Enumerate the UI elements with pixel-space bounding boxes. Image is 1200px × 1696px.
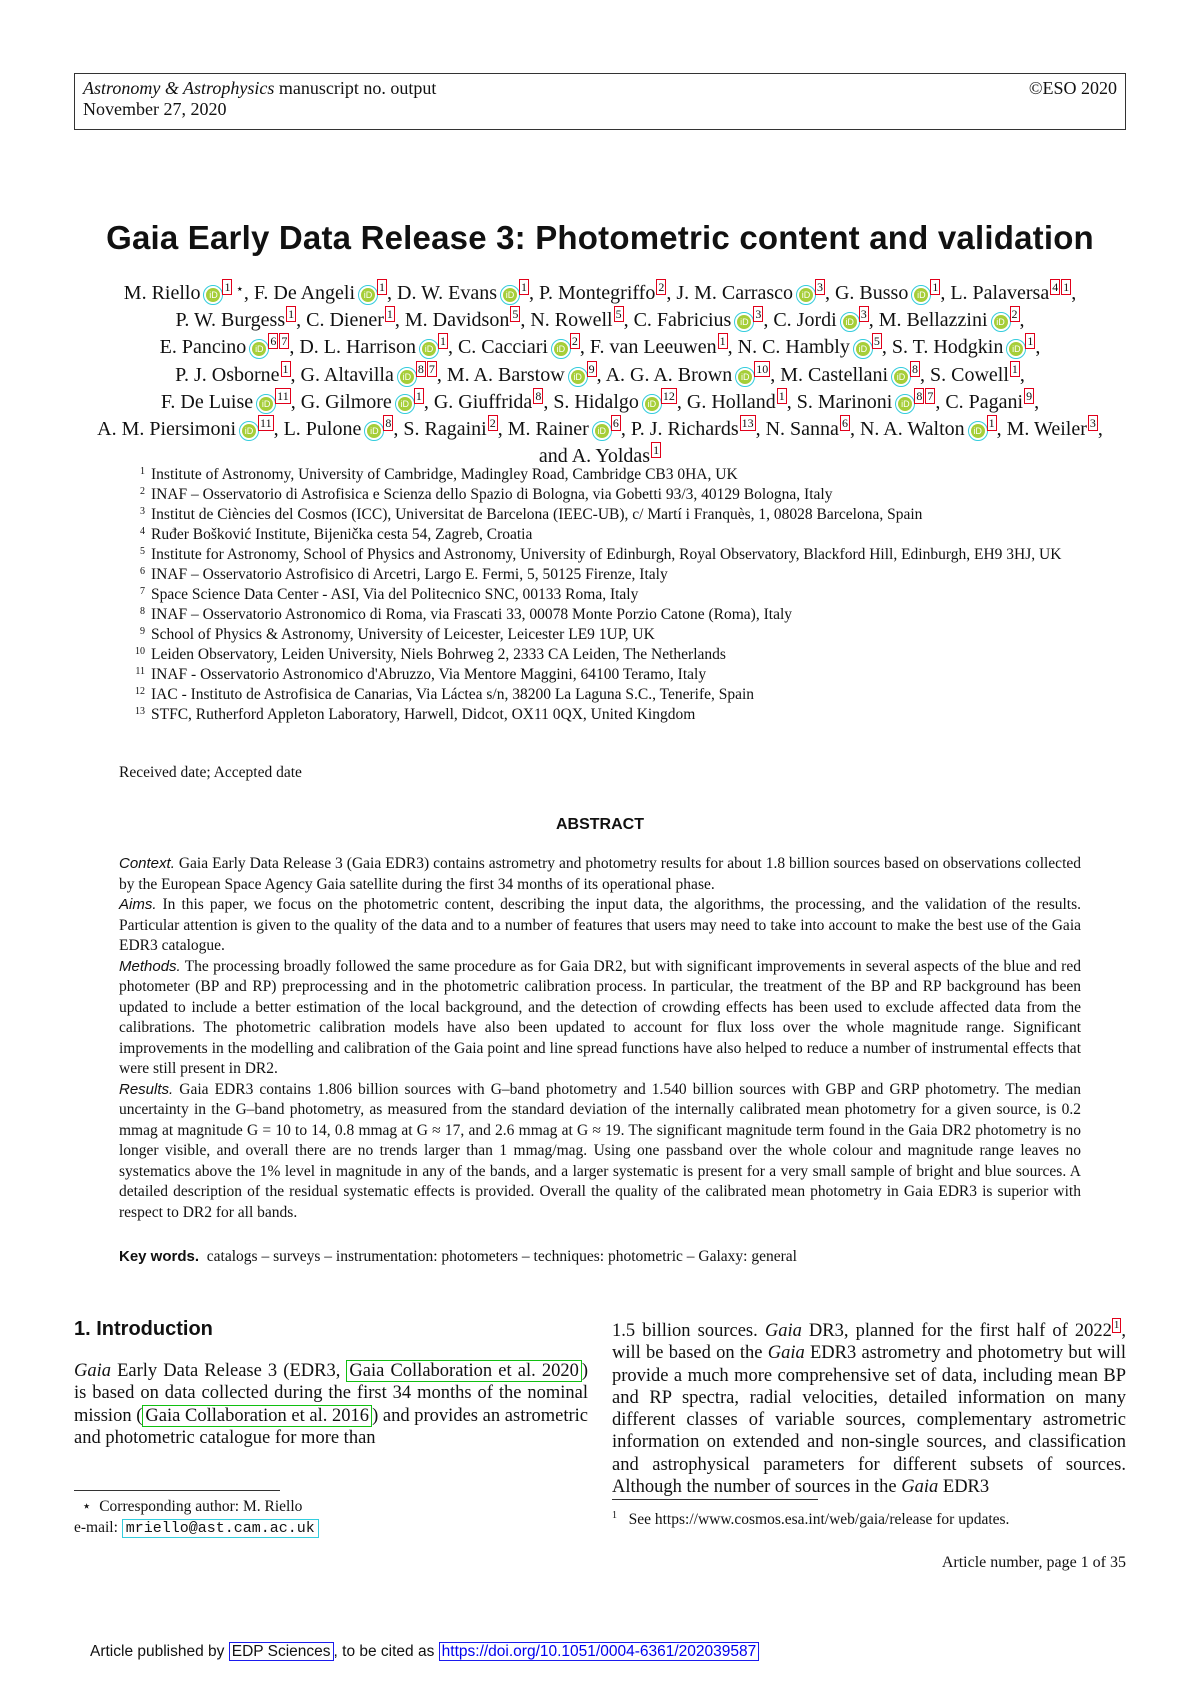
affiliation-link[interactable]: 6 <box>612 416 619 431</box>
page-number: Article number, page 1 of 35 <box>941 1554 1126 1571</box>
affiliation-link[interactable]: 1 <box>778 388 785 403</box>
affiliation-item <box>126 625 1086 645</box>
affiliation-link[interactable]: 2 <box>571 334 578 349</box>
email-label: e-mail: <box>74 1519 118 1536</box>
abstract-aims <box>119 895 1081 957</box>
affiliation-link[interactable]: 10 <box>756 361 769 376</box>
affiliation-link[interactable]: 2 <box>658 280 665 294</box>
author <box>631 418 756 440</box>
author <box>175 309 296 331</box>
orcid-icon[interactable]: iD <box>503 288 517 302</box>
author-name: A. Yoldas <box>571 445 651 468</box>
orcid-icon[interactable]: iD <box>554 342 568 356</box>
affiliation-link[interactable]: 8 <box>385 416 392 431</box>
orcid-icon[interactable]: iD <box>252 342 266 356</box>
footnote-text: See https://www.cosmos.esa.int/web/gaia/release for updates. <box>628 1511 1010 1529</box>
star-icon: ⋆ <box>81 1498 92 1515</box>
keywords-text: catalogs – surveys – instrumentation: photometers – techniques: photometric – Galaxy: general <box>206 1248 797 1265</box>
affiliation-link[interactable]: 1 <box>521 280 528 294</box>
aims-text: In this paper, we focus on the photometric content, describing the input data, the algorithms, the processing, and the validation of the results. Particular attention is given to the quality of the data and to a number of features that users may need to take into account to make the best use of the Gaia EDR3 catalogue. <box>119 896 1082 954</box>
author-name: C. Pagani <box>945 390 1024 413</box>
affiliation-item <box>126 485 1086 505</box>
affiliation-number: 10 <box>135 646 145 657</box>
author-name: E. Pancino <box>159 336 247 359</box>
author-line: P. J. Osborne 1 , G. Altavilla iD8 7 , M. A. Barstow iD9 , A. G. A. Brown iD10 , M. Castellani iD8 , S. Cowell 1 , <box>175 361 1025 386</box>
affiliation-number: 9 <box>140 626 145 637</box>
affiliation-link[interactable]: 9 <box>588 361 595 376</box>
footnote-rule <box>74 1490 280 1491</box>
affiliation-item <box>126 585 1086 605</box>
affiliation-link[interactable]: 2 <box>489 416 496 431</box>
abstract-results <box>119 1080 1081 1224</box>
affiliation-link[interactable]: 8 <box>417 361 424 376</box>
author-line: M. Riello iD1 ⋆, F. De Angeli iD1 , D. W. Evans iD1 , P. Montegriffo 2 , J. M. Carrasco iD3 , G. Busso iD1 , L. Palaversa 4 1 , <box>123 280 1077 304</box>
author-name: A. M. Piersimoni <box>97 418 237 441</box>
author <box>300 388 424 413</box>
author-name: M. Rainer <box>507 418 589 441</box>
author <box>97 418 273 440</box>
affiliation-text: Institute of Astronomy, University of Cambridge, Madingley Road, Cambridge CB3 0HA, UK <box>151 466 738 483</box>
context-label: Context. <box>119 855 175 872</box>
intro-right-column <box>612 1318 1126 1498</box>
affiliation-link[interactable]: 1 <box>1027 334 1034 349</box>
affiliation-link[interactable]: 8 <box>912 361 918 376</box>
author-name: N. Rowell <box>530 309 613 332</box>
author <box>780 361 920 386</box>
author <box>405 309 520 331</box>
affiliation-link[interactable]: 3 <box>860 307 867 322</box>
affiliation-link[interactable]: 13 <box>741 416 754 431</box>
author <box>508 418 621 440</box>
gaia-italic: Gaia <box>74 1361 111 1381</box>
affiliation-link[interactable]: 1 <box>988 416 995 431</box>
affiliation-number: 6 <box>140 566 145 577</box>
author <box>553 388 677 413</box>
orcid-icon[interactable]: iD <box>645 397 659 411</box>
and-word: and <box>538 445 572 468</box>
section-heading-introduction: 1. Introduction <box>74 1318 213 1340</box>
orcid-icon[interactable]: iD <box>971 424 985 438</box>
orcid-icon[interactable]: iD <box>571 370 585 384</box>
affiliation-item <box>126 685 1086 705</box>
author <box>433 388 544 413</box>
author-name: M. Davidson <box>404 309 510 332</box>
abstract-heading: ABSTRACT <box>556 816 644 833</box>
author-name: M. Bellazzini <box>878 309 988 332</box>
affiliation-link[interactable]: 11 <box>277 388 289 403</box>
author <box>945 388 1034 413</box>
orcid-icon[interactable]: iD <box>595 424 609 438</box>
manuscript-header <box>74 73 1126 130</box>
affiliation-link[interactable]: 7 <box>281 334 288 349</box>
gaia-italic: Gaia <box>767 1343 805 1364</box>
affiliation-text: INAF – Osservatorio Astronomico di Roma, via Frascati 33, 00078 Monte Porzio Catone (Roma), Italy <box>151 606 793 623</box>
intro-right-text-5: EDR3 <box>938 1477 990 1498</box>
affiliation-list <box>126 465 1086 725</box>
affiliation-text: Institut de Ciències del Cosmos (ICC), Universitat de Barcelona (IEEC-UB), c/ Martí i Franquès, 1, 08028 Barcelona, Spain <box>151 506 923 523</box>
affiliation-number: 2 <box>140 486 145 497</box>
author <box>254 282 387 304</box>
author <box>879 309 1020 331</box>
footnote-rule <box>612 1499 818 1500</box>
author <box>605 361 771 386</box>
publisher-line <box>90 1643 759 1661</box>
affiliation-item <box>126 705 1086 725</box>
affiliation-link[interactable]: 1 <box>415 388 422 403</box>
author <box>539 445 661 467</box>
affiliation-link[interactable]: 3 <box>755 307 762 322</box>
orcid-icon[interactable]: iD <box>242 424 256 438</box>
abstract-methods <box>119 957 1081 1080</box>
corresponding-author-footnote <box>74 1496 319 1539</box>
author <box>446 361 597 386</box>
orcid-icon[interactable]: iD <box>1009 342 1023 356</box>
intro-left-column <box>74 1360 588 1449</box>
author-line: P. W. Burgess 1 , C. Diener 1 , M. Davidson 5 , N. Rowell 5 , C. Fabricius iD3 , C. Jordi iD3 , M. Bellazzini iD2 , <box>175 307 1025 332</box>
orcid-icon[interactable]: iD <box>738 370 752 384</box>
author-name: N. C. Hambly <box>737 336 850 359</box>
affiliation-number: 3 <box>140 506 145 517</box>
orcid-icon[interactable]: iD <box>799 288 813 302</box>
affiliation-number: 12 <box>135 686 145 697</box>
affiliation-item <box>126 545 1086 565</box>
author-name: S. Marinoni <box>796 390 893 413</box>
author-line: A. M. Piersimoni iD11 , L. Pulone iD8 , S. Ragaini 2 , M. Rainer iD6 , P. J. Richards 13 , N. Sanna 6 , N. A. Walton iD1 , M. Weiler 3 , and A. Yoldas 1 <box>97 416 1103 468</box>
publisher-link[interactable]: EDP Sciences <box>229 1642 334 1661</box>
author-name: G. Giuffrida <box>433 390 533 413</box>
affiliation-link[interactable]: 8 <box>916 388 923 403</box>
author <box>950 282 1071 304</box>
affiliation-link[interactable]: 1 <box>1063 280 1070 294</box>
author <box>590 336 728 358</box>
affiliation-item <box>126 565 1086 585</box>
author-line: F. De Luise iD11 , G. Gilmore iD1 , G. Giuffrida 8 , S. Hidalgo iD12 , G. Holland 1 , S. Marinoni iD8 7 , C. Pagani 9 , <box>160 388 1040 413</box>
affiliation-link[interactable]: 5 <box>873 334 880 349</box>
author-name: M. A. Barstow <box>446 363 565 386</box>
affiliation-link[interactable]: 1 <box>653 443 660 458</box>
keywords <box>119 1248 797 1266</box>
author <box>306 309 395 331</box>
author-name: S. Ragaini <box>403 418 487 441</box>
affiliation-text: Ruđer Bošković Institute, Bijenička cesta 54, Zagreb, Croatia <box>151 526 533 543</box>
author-name: F. De Luise <box>160 390 254 413</box>
affiliation-item <box>126 605 1086 625</box>
affiliation-number: 5 <box>140 546 145 557</box>
affiliation-link[interactable]: 4 <box>1052 280 1059 294</box>
author <box>458 336 580 358</box>
author <box>773 309 868 331</box>
gaia-italic: Gaia <box>764 1321 802 1341</box>
intro-text-1: Early Data Release 3 (EDR3, <box>111 1361 347 1381</box>
orcid-icon[interactable]: iD <box>398 397 412 411</box>
citation-link-2020[interactable]: Gaia Collaboration et al. 2020 <box>346 1360 581 1382</box>
methods-label: Methods. <box>119 957 181 975</box>
author <box>284 418 394 440</box>
author <box>634 309 764 331</box>
orcid-icon[interactable]: iD <box>259 397 273 411</box>
author <box>686 388 787 413</box>
author-name: C. Diener <box>306 309 384 332</box>
affiliation-link[interactable]: 3 <box>1089 416 1096 431</box>
author <box>300 361 437 386</box>
affiliation-item <box>126 665 1086 685</box>
intro-right-text-3: , will be based on the <box>612 1321 1126 1364</box>
author <box>835 282 940 304</box>
affiliation-number: 7 <box>140 586 145 597</box>
orcid-icon[interactable]: iD <box>898 397 912 411</box>
author-line: E. Pancino iD6 7 , D. L. Harrison iD1 , C. Cacciari iD2 , F. van Leeuwen 1 , N. C. Hambly iD5 , S. T. Hodgkin iD1 , <box>159 334 1041 359</box>
intro-text-3: ) and provides an astrometric and photometric catalogue for more than <box>74 1405 588 1448</box>
affiliation-text: Leiden Observatory, Leiden University, Niels Bohrweg 2, 2333 CA Leiden, The Netherlands <box>151 646 726 663</box>
author-name: D. L. Harrison <box>299 336 416 359</box>
received-date: Received date; Accepted date <box>119 764 302 781</box>
author <box>175 361 290 386</box>
affiliation-link[interactable]: 1 <box>379 280 386 294</box>
affiliation-text: INAF – Osservatorio di Astrofisica e Scienza dello Spazio di Bologna, via Gobetti 93/3, 40129 Bologna, Italy <box>151 486 833 503</box>
author <box>676 282 825 304</box>
author <box>738 336 882 358</box>
author <box>160 388 291 413</box>
affiliation-link[interactable]: 12 <box>662 388 675 403</box>
abstract-context <box>119 854 1081 895</box>
affiliation-text: Space Science Data Center - ASI, Via del Politecnico SNC, 00133 Roma, Italy <box>151 586 639 603</box>
copyright: ©ESO 2020 <box>1028 78 1117 98</box>
results-label: Results. <box>119 1080 174 1098</box>
author-name: C. Cacciari <box>457 336 548 359</box>
author-name: J. M. Carrasco <box>676 282 793 304</box>
author <box>1007 418 1098 440</box>
affiliation-link[interactable]: 8 <box>535 388 542 403</box>
affiliation-item <box>126 525 1086 545</box>
author <box>160 336 290 358</box>
author-list <box>70 276 1130 469</box>
author-name: L. Pulone <box>283 418 362 441</box>
author <box>397 282 529 304</box>
affiliation-link[interactable]: 2 <box>1011 307 1018 322</box>
affiliation-item <box>126 505 1086 525</box>
methods-text: The processing broadly followed the same procedure as for Gaia DR2, but with significant improvements in several aspects of the blue and red photometer (BP and RP) preprocessing and in the photometric calibration process. In particular, the treatment of the BP and RP background has been updated to include a better estimation of the local background, and the detection of crowding effects has been used to exclude affected data from the calibrations. The photometric calibration models have also been updated to account for flux loss over the whole magnitude range. Significant improvements in the modelling and calibration of the Gaia point and line spread functions have also helped to reduce a number of instrumental effects that were still present in DR2. <box>119 957 1081 1077</box>
affiliation-link[interactable]: 1 <box>288 307 295 322</box>
author-name: G. Holland <box>686 390 776 413</box>
affiliation-link[interactable]: 7 <box>428 361 435 376</box>
footnote-link-1[interactable]: 1 <box>1113 1319 1120 1331</box>
affiliation-link[interactable]: 3 <box>816 280 823 294</box>
author-name: F. De Angeli <box>253 282 356 304</box>
author <box>930 361 1020 386</box>
affiliation-item <box>126 465 1086 485</box>
affiliation-text: STFC, Rutherford Appleton Laboratory, Harwell, Didcot, OX11 0QX, United Kingdom <box>151 706 696 723</box>
author-name: G. Altavilla <box>300 363 394 386</box>
orcid-icon[interactable]: iD <box>994 315 1008 329</box>
affiliation-number: 8 <box>140 606 145 617</box>
author-name: P. W. Burgess <box>175 309 286 332</box>
author-name: P. J. Richards <box>630 418 739 441</box>
orcid-icon[interactable]: iD <box>856 342 870 356</box>
publisher-middle: , to be cited as <box>333 1643 435 1660</box>
manuscript-number: manuscript no. output <box>278 78 437 98</box>
affiliation-text: INAF - Osservatorio Astronomico d'Abruzzo, Via Mentore Maggini, 64100 Teramo, Italy <box>151 666 707 683</box>
journal-name: Astronomy & Astrophysics <box>83 78 275 98</box>
author <box>299 336 448 358</box>
author <box>539 282 666 304</box>
author-name: M. Weiler <box>1006 418 1087 441</box>
affiliation-link[interactable]: 7 <box>927 388 934 403</box>
email-link[interactable]: mriello@ast.cam.ac.uk <box>122 1519 319 1538</box>
affiliation-number: 13 <box>135 706 145 717</box>
orcid-icon[interactable]: iD <box>367 424 381 438</box>
corresponding-author: Corresponding author: M. Riello <box>99 1498 303 1515</box>
abstract-body <box>119 854 1081 1223</box>
author-name: N. Sanna <box>765 418 839 441</box>
author <box>892 336 1036 358</box>
affiliation-link[interactable]: 1 <box>282 361 289 376</box>
context-text: Gaia Early Data Release 3 (Gaia EDR3) contains astrometry and photometry results for about 1.8 billion sources based on observations collected by the European Space Agency Gaia satellite during the first 34 months of its operational phase. <box>119 855 1082 893</box>
author-name: P. J. Osborne <box>175 363 280 386</box>
affiliation-link[interactable]: 1 <box>386 307 393 322</box>
footnote-number: 1 <box>612 1510 617 1521</box>
orcid-icon[interactable]: iD <box>361 288 375 302</box>
orcid-icon[interactable]: iD <box>422 342 436 356</box>
author-name: F. van Leeuwen <box>589 336 717 359</box>
citation-link-2016[interactable]: Gaia Collaboration et al. 2016 <box>142 1405 372 1427</box>
affiliation-link[interactable]: 9 <box>1026 388 1033 403</box>
orcid-icon[interactable]: iD <box>206 288 220 302</box>
gaia-italic: Gaia <box>901 1477 939 1498</box>
results-text: Gaia EDR3 contains 1.806 billion sources with G–band photometry and 1.540 billion sources with GBP and GRP photometry. The median uncertainty in the G–band photometry, as measured from the standard deviation of the internally calibrated mean photometry for a given source, is 0.2 mmag at magnitude G = 10 to 14, 0.8 mmag at G ≈ 17, and 2.6 mmag at G ≈ 19. The significant magnitude term found in the Gaia DR2 photometry is no longer visible, and overall there are no trends larger than 1 mmag/mag. Using one passband over the whole colour and magnitude range leaves no systematics above the 1% level in magnitude in any of the bands, and a larger systematic is present for a very small sample of bright and blue sources. A detailed description of the residual systematic effects is provided. Overall the quality of the calibrated mean photometry in Gaia EDR3 is superior with respect to DR2 for all bands. <box>119 1080 1081 1221</box>
orcid-icon[interactable]: iD <box>737 315 751 329</box>
affiliation-link[interactable]: 1 <box>224 280 231 294</box>
affiliation-number: 11 <box>135 666 145 677</box>
orcid-icon[interactable]: iD <box>400 370 414 384</box>
aims-label: Aims. <box>119 896 157 913</box>
intro-text-2: ) is based on data collected during the first 34 months of the nominal mission ( <box>74 1361 588 1426</box>
paper-title: Gaia Early Data Release 3: Photometric content and validation <box>106 219 1094 256</box>
affiliation-link[interactable]: 6 <box>270 334 277 349</box>
affiliation-number: 4 <box>140 526 145 537</box>
author-name: C. Jordi <box>773 309 837 332</box>
author-name: C. Fabricius <box>633 309 732 332</box>
doi-link[interactable]: https://doi.org/10.1051/0004-6361/202039587 <box>439 1642 760 1661</box>
author-name: M. Riello <box>123 282 201 304</box>
affiliation-link[interactable]: 6 <box>841 416 848 431</box>
footnote-1 <box>612 1510 1009 1529</box>
star-icon: ⋆ <box>232 281 244 296</box>
author-name: G. Busso <box>834 282 909 304</box>
author-name: D. W. Evans <box>397 282 498 304</box>
author-name: N. A. Walton <box>859 418 965 441</box>
keywords-label: Key words. <box>119 1248 200 1265</box>
affiliation-text: School of Physics & Astronomy, University of Leicester, Leicester LE9 1UP, UK <box>151 626 655 643</box>
author-name: S. Cowell <box>930 363 1009 386</box>
affiliation-text: IAC - Instituto de Astrofisica de Canarias, Via Láctea s/n, 38200 La Laguna S.C., Tenerife, Spain <box>151 686 755 703</box>
affiliation-link[interactable]: 1 <box>1011 361 1018 376</box>
author <box>796 388 936 413</box>
publisher-prefix: Article published by <box>90 1643 225 1660</box>
author <box>124 282 244 304</box>
affiliation-link[interactable]: 1 <box>932 280 939 294</box>
affiliation-link[interactable]: 5 <box>615 307 622 322</box>
author <box>530 309 623 331</box>
intro-right-text-4: EDR3 astrometry and photometry but will provide a much more comprehensive set of data, including mean BP and RP spectra, radial velocities, detailed information on many different classes of variable sources, complementary astrometric information on extended and non-single sources, and classification and astrophysical parameters for different subsets of sources. Although the number of sources in the <box>612 1343 1126 1498</box>
intro-right-text-2: DR3, planned for the first half of 2022 <box>801 1321 1112 1341</box>
affiliation-link[interactable]: 1 <box>719 334 726 349</box>
orcid-icon[interactable]: iD <box>894 370 908 384</box>
author-name: S. T. Hodgkin <box>891 336 1004 359</box>
author <box>766 418 850 440</box>
author-name: A. G. A. Brown <box>605 363 733 386</box>
author-name: S. Hidalgo <box>553 390 639 413</box>
author-name: M. Castellani <box>780 363 888 386</box>
affiliation-link[interactable]: 5 <box>512 307 519 322</box>
author-name: G. Gilmore <box>300 390 392 413</box>
author-name: L. Palaversa <box>950 282 1050 304</box>
author-name: P. Montegriffo <box>539 282 656 304</box>
author <box>403 418 497 440</box>
intro-right-text-1: 1.5 billion sources. <box>612 1321 765 1341</box>
author <box>860 418 997 440</box>
orcid-icon[interactable]: iD <box>914 288 928 302</box>
manuscript-date: November 27, 2020 <box>83 99 227 119</box>
affiliation-link[interactable]: 1 <box>439 334 446 349</box>
affiliation-link[interactable]: 11 <box>260 416 272 431</box>
affiliation-text: Institute for Astronomy, School of Physics and Astronomy, University of Edinburgh, Royal Observatory, Blackford Hill, Edinburgh, EH9 3HJ, UK <box>151 546 1062 563</box>
affiliation-text: INAF – Osservatorio Astrofisico di Arcetri, Largo E. Fermi, 5, 50125 Firenze, Italy <box>151 566 668 583</box>
affiliation-item <box>126 645 1086 665</box>
orcid-icon[interactable]: iD <box>843 315 857 329</box>
affiliation-number: 1 <box>140 466 145 477</box>
